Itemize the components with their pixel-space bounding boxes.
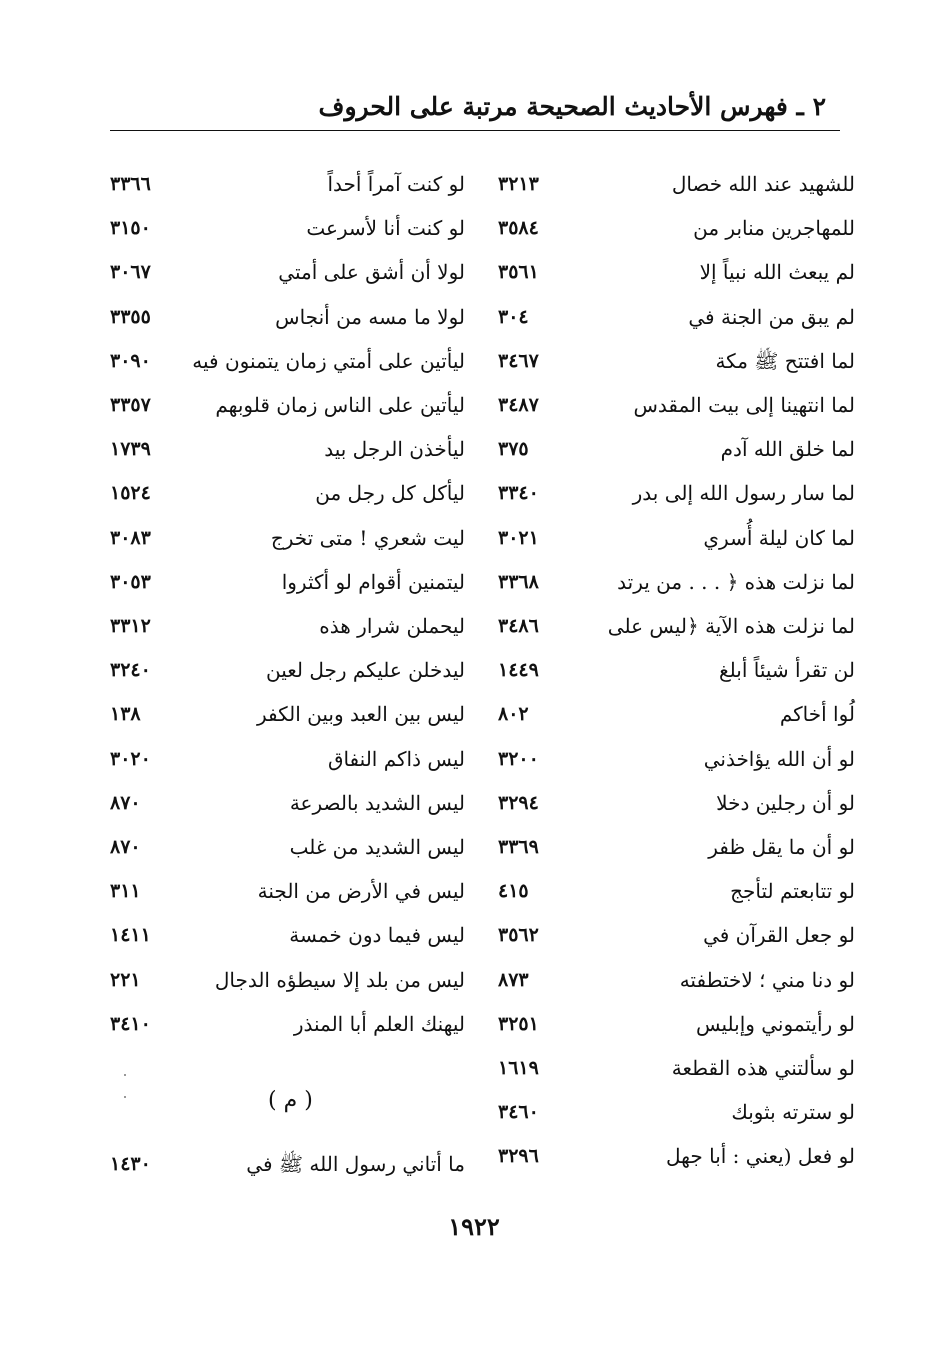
hadith-text: لن تقرأ شيئاً أبلغ	[719, 658, 855, 683]
hadith-number: ٣٣٦٨	[498, 570, 539, 593]
index-row	[100, 341, 465, 385]
hadith-number: ٣٢٤٠	[110, 659, 151, 682]
hadith-text: لو كنت أنا لأسرعت	[306, 216, 465, 241]
hadith-number: ١٣٨	[110, 703, 141, 726]
hadith-number: ١٤٤٩	[498, 659, 539, 682]
hadith-text: ليس الشديد بالصرعة	[289, 790, 465, 815]
index-row	[480, 297, 855, 341]
hadith-text: ليس الشديد من غلب	[289, 835, 465, 859]
hadith-text: ليحملن شرار هذه	[319, 614, 465, 638]
index-row	[100, 208, 465, 252]
hadith-number: ٣٤٦٧	[498, 349, 539, 372]
hadith-text: لما نزلت هذه الآية ﴿ليس على	[607, 614, 855, 638]
hadith-number: ١٧٣٩	[110, 438, 151, 461]
index-row	[480, 473, 855, 517]
dot-mark	[124, 1074, 126, 1076]
hadith-number: ٣٤٦٠	[498, 1101, 539, 1124]
index-row	[100, 297, 465, 341]
section-marker: ( م )	[268, 1088, 313, 1113]
hadith-number: ١٦١٩	[498, 1057, 539, 1079]
hadith-text: لولا ما مسه من أنجاس	[275, 304, 465, 329]
index-row	[100, 473, 465, 517]
page-title: ٢ ـ فهرس الأحاديث الصحيحة مرتبة على الحروف	[318, 92, 826, 121]
hadith-text: ليأتين على أمتي زمان يتمنون فيه	[192, 348, 465, 373]
hadith-text: ليأكل كل رجل من	[315, 481, 465, 506]
index-row	[480, 1048, 855, 1092]
hadith-number: ٣٠٢٠	[110, 747, 151, 770]
index-row	[480, 562, 855, 606]
index-row	[100, 252, 465, 296]
hadith-number: ٨٧٣	[498, 968, 529, 991]
hadith-text: لو فعل (يعني : أبا جهل	[666, 1144, 855, 1169]
hadith-text: لما افتتح ﷺ مكة	[715, 348, 855, 373]
hadith-text: لو سترته بثوبك	[731, 1100, 855, 1125]
index-row	[480, 1092, 855, 1136]
index-row	[480, 650, 855, 694]
hadith-number: ٣٤٨٧	[498, 394, 539, 416]
hadith-number: ٣٠٦٧	[110, 261, 151, 284]
hadith-number: ٣٧٥	[498, 438, 529, 461]
hadith-number: ٣٠٥٣	[110, 570, 151, 593]
hadith-number: ٣٠٢١	[498, 526, 539, 549]
hadith-number: ٣٠٤	[498, 305, 529, 328]
index-row	[100, 783, 465, 827]
hadith-number: ٣٢١٣	[498, 173, 539, 195]
hadith-text: ليت شعري ! متى تخرج	[270, 525, 465, 550]
index-row	[480, 429, 855, 473]
page-number: ١٩٢٢	[448, 1212, 500, 1241]
index-row	[480, 518, 855, 562]
hadith-text: لو دنا مني ؛ لاختطفته	[679, 967, 855, 992]
index-row	[100, 739, 465, 783]
hadith-text: للمهاجرين منابر من	[693, 216, 855, 241]
hadith-text: لو جعل القرآن في	[703, 923, 855, 948]
hadith-number: ٣٥٦١	[498, 261, 539, 284]
index-row	[480, 606, 855, 650]
index-row	[100, 915, 465, 959]
hadith-number: ٣٣٥٥	[110, 305, 151, 328]
hadith-number: ١٤١١	[110, 924, 151, 947]
hadith-number: ٣٣٤٠	[498, 482, 539, 505]
hadith-text: للشهيد عند الله خصال	[671, 172, 855, 196]
hadith-text: ما أتاني رسول الله ﷺ في	[246, 1152, 465, 1176]
hadith-text: لو أن رجلين دخلا	[716, 790, 855, 815]
hadith-text: ليدخلن عليكم رجل لعين	[265, 658, 465, 683]
hadith-text: ليس بين العبد وبين الكفر	[256, 702, 465, 727]
dot-mark	[124, 1096, 126, 1098]
hadith-text: لما انتهينا إلى بيت المقدس	[633, 393, 855, 417]
index-row	[480, 960, 855, 1004]
index-row	[480, 1004, 855, 1048]
hadith-number: ٣٤١٠	[110, 1012, 151, 1035]
index-row	[480, 739, 855, 783]
hadith-text: لم يبق من الجنة في	[688, 304, 855, 329]
hadith-number: ٣٣٦٩	[498, 836, 539, 858]
hadith-text: ليس في الأرض من الجنة	[257, 879, 465, 904]
index-row	[480, 164, 855, 208]
hadith-text: ليأتين على الناس زمان قلوبهم	[215, 393, 465, 417]
hadith-text: لما نزلت هذه ﴿ . . . من يرتد	[617, 569, 855, 594]
index-row	[100, 960, 465, 1004]
hadith-number: ١٤٣٠	[110, 1153, 151, 1175]
hadith-number: ١٥٢٤	[110, 482, 151, 505]
hadith-text: ليتمنين أقوام لو أكثروا	[281, 569, 465, 594]
index-row	[100, 871, 465, 915]
hadith-number: ٢٢١	[110, 968, 141, 991]
hadith-text: لُوا أخاكم	[779, 702, 855, 727]
hadith-text: لولا أن أشق على أمتي	[278, 260, 465, 285]
hadith-number: ٨٧٠	[110, 791, 141, 814]
index-row	[480, 1136, 855, 1180]
hadith-text: لما خلق الله آدم	[720, 437, 855, 462]
index-row	[100, 827, 465, 871]
hadith-number: ٣٣٥٧	[110, 394, 151, 416]
index-row	[100, 164, 465, 208]
index-row	[480, 871, 855, 915]
hadith-text: لم يبعث الله نبياً إلا	[699, 260, 855, 285]
hadith-number: ٨٠٢	[498, 703, 529, 726]
hadith-text: ليس من بلد إلا سيطؤه الدجال	[214, 967, 465, 992]
index-row	[100, 429, 465, 473]
index-row	[480, 208, 855, 252]
index-row	[100, 606, 465, 650]
hadith-number: ٣٣١٢	[110, 615, 151, 637]
index-row	[480, 252, 855, 296]
hadith-text: لو كنت آمراً أحداً	[327, 172, 465, 196]
hadith-text: ليهنك العلم أبا المنذر	[293, 1011, 465, 1036]
index-row	[100, 518, 465, 562]
index-row	[480, 783, 855, 827]
index-row	[100, 385, 465, 429]
page-header	[110, 86, 840, 131]
hadith-number: ٣٥٦٢	[498, 924, 539, 947]
index-row	[100, 562, 465, 606]
index-row	[100, 650, 465, 694]
hadith-number: ٤١٥	[498, 880, 529, 903]
hadith-number: ٣١٥٠	[110, 217, 151, 240]
hadith-number: ٣٤٨٦	[498, 615, 539, 637]
hadith-text: لو تتابعتم لتأجج	[730, 879, 855, 904]
index-row	[100, 1004, 465, 1048]
hadith-number: ٣٣٦٦	[110, 173, 151, 195]
hadith-text: ليس فيما دون خمسة	[289, 923, 465, 948]
hadith-text: لو أن الله يؤاخذني	[703, 746, 855, 771]
hadith-number: ٣٢٩٦	[498, 1145, 539, 1168]
hadith-number: ٣٠٨٣	[110, 526, 151, 549]
hadith-number: ٣٢٩٤	[498, 791, 539, 814]
hadith-number: ٣٢٥١	[498, 1012, 539, 1035]
hadith-text: ليأخذن الرجل بيد	[324, 437, 465, 462]
hadith-text: لو أن ما يقل ظفر	[708, 835, 855, 859]
hadith-number: ٣٥٨٤	[498, 217, 539, 240]
hadith-text: لما كان ليلة أُسري	[703, 525, 855, 550]
index-row	[480, 915, 855, 959]
hadith-number: ٣٠٩٠	[110, 349, 151, 372]
index-row	[480, 827, 855, 871]
hadith-number: ٣١١	[110, 880, 141, 903]
hadith-text: ليس ذاكم النفاق	[327, 746, 465, 771]
hadith-text: لو سألتني هذه القطعة	[671, 1056, 855, 1080]
hadith-text: لو رأيتموني وإبليس	[695, 1011, 855, 1036]
hadith-number: ٨٧٠	[110, 836, 141, 858]
index-row	[480, 341, 855, 385]
index-row	[480, 694, 855, 738]
index-row	[480, 385, 855, 429]
index-row	[100, 694, 465, 738]
hadith-number: ٣٢٠٠	[498, 747, 539, 770]
hadith-text: لما سار رسول الله إلى بدر	[632, 481, 855, 506]
index-row	[100, 1144, 465, 1188]
